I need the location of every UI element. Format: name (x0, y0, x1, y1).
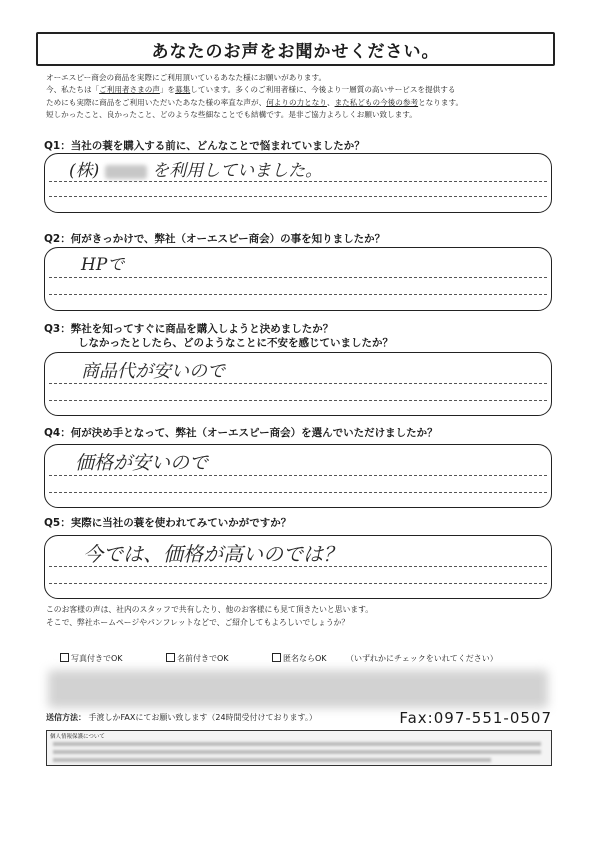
anonymous-ok-label: 匿名ならOK (283, 654, 327, 663)
q1-answer-start: (株) (69, 161, 100, 181)
answer-line (49, 475, 547, 476)
intro-line-2 (46, 84, 556, 96)
answer-line (49, 277, 547, 278)
form-title (36, 32, 555, 66)
send-method-row (46, 709, 552, 728)
privacy-text-line (53, 750, 541, 754)
intro-line-3-ul1: 何よりの力となり (266, 97, 327, 107)
name-ok-option[interactable] (166, 653, 229, 664)
q3-answer-box (44, 352, 552, 416)
q3-label-line-2: しなかったとしたら、どのようなことに不安を感じていましたか？ (78, 337, 393, 349)
checkbox-icon[interactable] (272, 653, 281, 662)
q2-answer-box (44, 247, 552, 311)
q1-handwritten-answer (69, 156, 322, 181)
privacy-title: 個人情報保護について (50, 734, 105, 740)
intro-line-3-ul2: また私どもの今後の参考 (334, 97, 419, 107)
fax-number: Fax:097-551-0507 (399, 709, 552, 727)
intro-line-1: オーエスピー商会の商品を実際にご利用頂いているあなた様にお願いがあります。 (46, 73, 327, 82)
q5-label: Q5：実際に当社の蓑を使われてみていかがですか？ (44, 517, 292, 529)
q4-handwritten-answer: 価格が安いので (75, 452, 209, 474)
q4-answer-box (44, 444, 552, 508)
answer-line (49, 294, 547, 295)
q3-handwritten-answer: 商品代が安いので (81, 361, 225, 382)
footer-line-2: そこで、弊社ホームページやパンフレットなどで、ご紹介してもよろしいでしょうか？ (46, 618, 350, 627)
q1-answer-end: を利用していました。 (152, 161, 323, 181)
publish-permission-row (46, 653, 550, 667)
intro-line-2-a: 今、私たちは「 (46, 85, 100, 95)
privacy-text-line (53, 742, 541, 746)
checkbox-icon[interactable] (166, 653, 175, 662)
q4-label: Q4：何が決め手となって、弊社（オーエスピー商会）を選んでいただけましたか？ (44, 427, 438, 439)
send-method-text: 手渡しかFAXにてお願い致します（24時間受付けております。） (88, 713, 317, 722)
answer-line (49, 400, 547, 401)
intro-line-3 (46, 97, 556, 109)
answer-line (49, 583, 547, 584)
q5-answer-box (44, 535, 552, 599)
photo-ok-option[interactable] (60, 653, 123, 664)
intro-line-3-b: 、 (326, 97, 335, 107)
intro-line-4: 短しかったこと、良かったこと、どのような些細なことでも結構です。是非ご協力よろしくお願い致します。 (46, 110, 417, 120)
intro-line-2-c: しています。多くのご利用者様に、今後より一層質の高いサービスを提供する (190, 85, 456, 95)
intro-line-2-ul1: ご利用者さまの声 (99, 85, 160, 95)
q1-label: Q1：当社の蓑を購入する前に、どんなことで悩まれていましたか？ (44, 140, 365, 152)
redacted-company-name (105, 165, 147, 179)
form-title-text: あなたのお声をお聞かせください。 (151, 41, 440, 62)
intro-line-2-ul2: 募集 (175, 85, 191, 95)
answer-line (49, 383, 547, 384)
intro-text (46, 72, 556, 122)
answer-line (49, 196, 547, 197)
privacy-notice-box (46, 730, 552, 766)
check-instruction: （いずれかにチェックをいれてください） (346, 654, 498, 663)
q2-handwritten-answer: HPで (81, 255, 125, 275)
photo-ok-label: 写真付きでOK (71, 654, 123, 663)
name-ok-label: 名前付きでOK (177, 654, 229, 663)
checkbox-icon[interactable] (60, 653, 69, 662)
anonymous-ok-option[interactable] (272, 653, 327, 664)
answer-line (49, 492, 547, 493)
privacy-text-line (53, 758, 491, 762)
intro-line-3-a: ためにも実際に商品をご利用いただいたあなた様の率直な声が、 (46, 97, 267, 107)
q1-answer-box (44, 153, 552, 213)
send-method-label: 送信方法： (46, 713, 86, 722)
redacted-customer-info (48, 670, 548, 708)
q2-label: Q2：何がきっかけで、弊社（オーエスピー商会）の事を知りましたか？ (44, 233, 386, 245)
footer-line-1: このお客様の声は、社内のスタッフで共有したり、他のお客様にも見て頂きたいと思います。 (46, 605, 374, 614)
q3-label-line-1: Q3：弊社を知ってすぐに商品を購入しようと決めましたか？ (44, 323, 334, 335)
footer-text (46, 603, 373, 629)
intro-line-2-b: 」を (159, 85, 176, 95)
answer-line (49, 181, 547, 182)
intro-line-3-c: となります。 (418, 97, 464, 107)
q5-handwritten-answer: 今では、価格が高いのでは？ (83, 542, 343, 566)
